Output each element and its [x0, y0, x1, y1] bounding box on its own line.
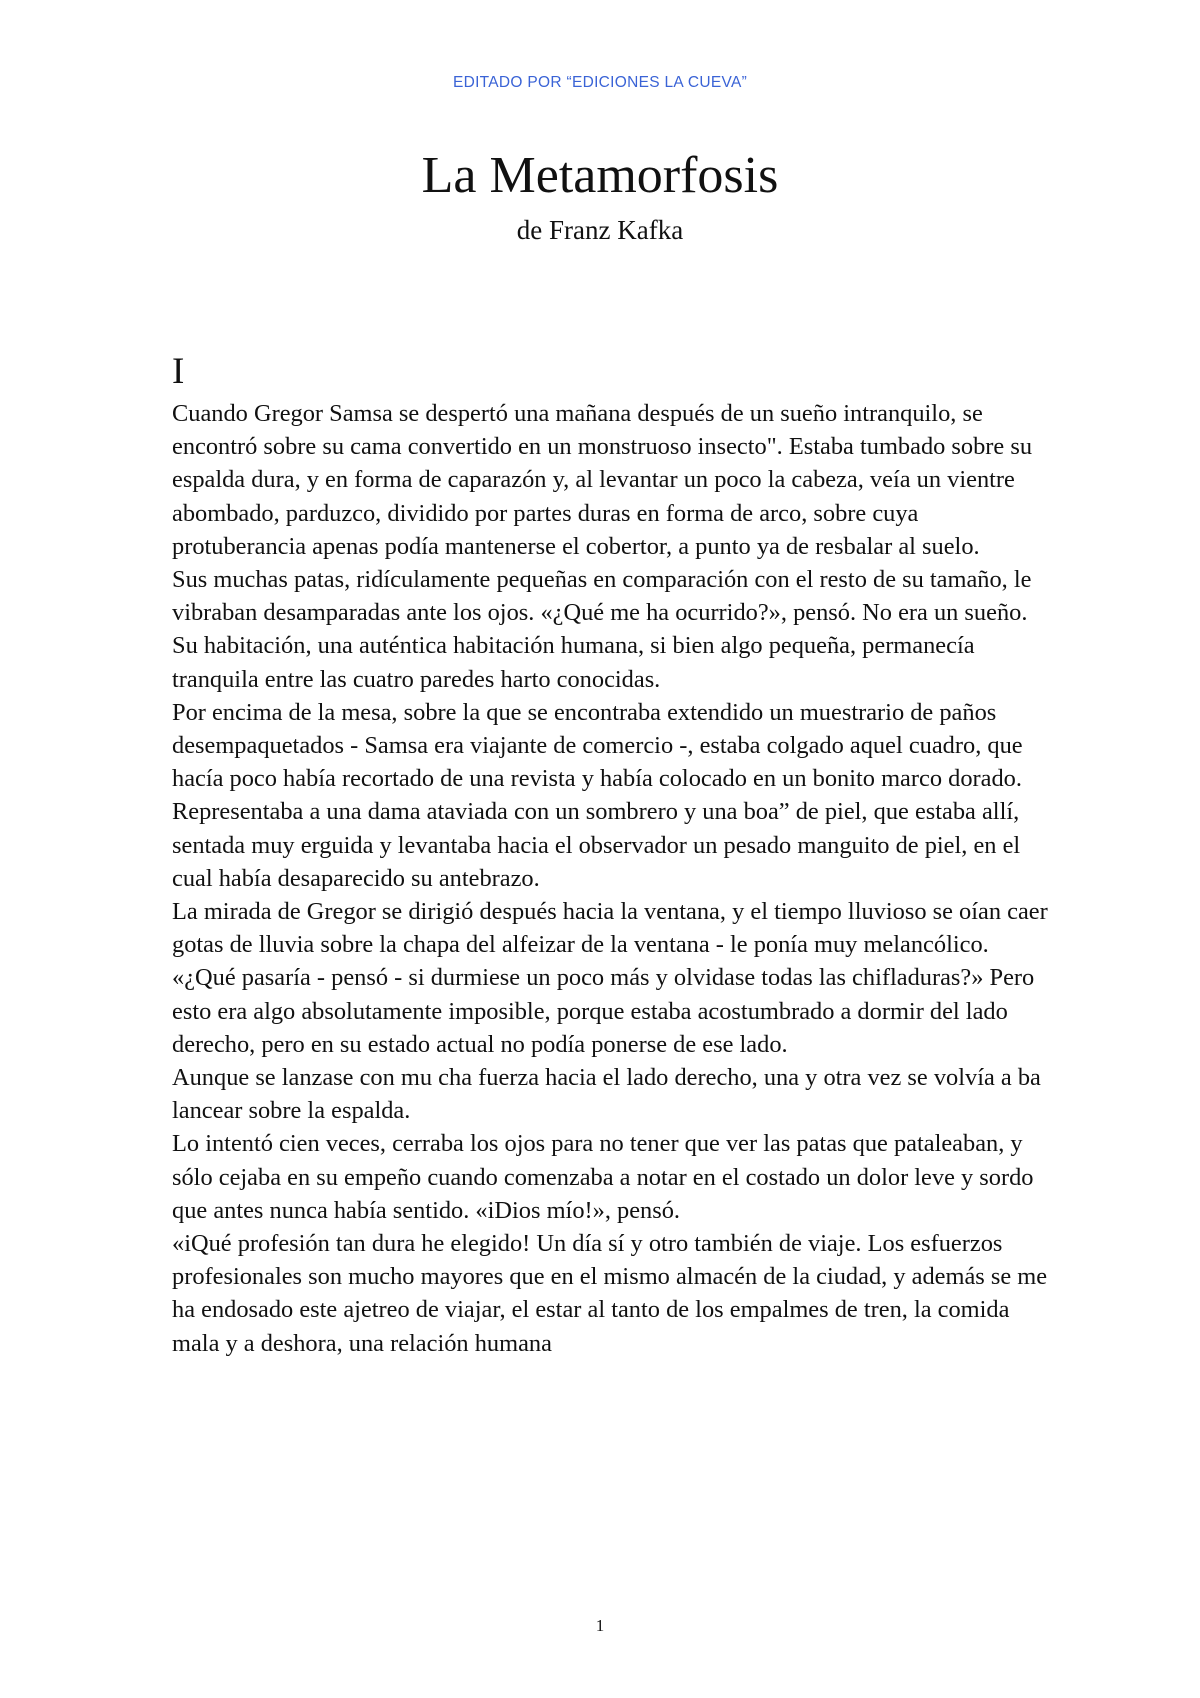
paragraph: Sus muchas patas, ridículamente pequeñas en comparación con el resto de su tamaño, le vibraban desamparadas ante los ojos. «¿Qué me ha ocurrido?», pensó. No era un sueño. Su habitación, una auténtica habitación humana, si bien algo pequeña, permanecía tranquila entre las cuatro paredes harto conocidas.: [172, 566, 1032, 693]
paragraph: Cuando Gregor Samsa se despertó una mañana después de un sueño intranquilo, se encontró sobre su cama convertido en un monstruoso insecto". Estaba tumbado sobre su espalda dura, y en forma de caparazón y, al levantar un poco la cabeza, veía un vientre abombado, parduzco, dividido por partes duras en forma de arco, sobre cuya protuberancia apenas podía mantenerse el cobertor, a punto ya de resbalar al suelo.: [172, 400, 1033, 560]
paragraph: La mirada de Gregor se dirigió después hacia la ventana, y el tiempo lluvioso se oían caer gotas de lluvia sobre la chapa del alfeizar de la ventana - le ponía muy melancólico.: [172, 898, 1048, 959]
paragraph: «iQué profesión tan dura he elegido! Un día sí y otro también de viaje. Los esfuerzos profesionales son mucho mayores que en el mismo almacén de la ciudad, y además se me ha endosado este ajetreo de viajar, el estar al tanto de los empalmes de tren, la comida mala y a deshora, una relación humana: [172, 1230, 1048, 1357]
document-author: de Franz Kafka: [516, 215, 684, 245]
paragraph: Aunque se lanzase con mu cha fuerza hacia el lado derecho, una y otra vez se volvía a ba lancear sobre la espalda.: [172, 1064, 1041, 1125]
publisher-header: EDITADO POR “EDICIONES LA CUEVA”: [452, 74, 748, 91]
paragraph: Por encima de la mesa, sobre la que se encontraba extendido un muestrario de paños desempaquetados - Samsa era viajante de comercio -, estaba colgado aquel cuadro, que hacía poco había recortado de una revista y había colocado en un bonito marco dorado. Representaba a una dama ataviada con un sombrero y una boa” de piel, que estaba allí, sentada muy erguida y levantaba hacia el observador un pesado manguito de piel, en el cual había desaparecido su antebrazo.: [172, 698, 1023, 892]
body-text: [172, 397, 1052, 1360]
chapter-heading: I: [172, 351, 185, 392]
paragraph: «¿Qué pasaría - pensó - si durmiese un poco más y olvidase todas las chifladuras?» Pero esto era algo absolutamente imposible, porque estaba acostumbrado a dormir del lado derecho, pero en su estado actual no podía ponerse de ese lado.: [172, 964, 1035, 1058]
paragraph: Lo intentó cien veces, cerraba los ojos para no tener que ver las patas que pataleaban, y sólo cejaba en su empeño cuando comenzaba a notar en el costado un dolor leve y sordo que antes nunca había sentido. «iDios mío!», pensó.: [172, 1130, 1034, 1224]
page-number: 1: [595, 1616, 605, 1635]
document-title: La Metamorfosis: [421, 147, 779, 204]
